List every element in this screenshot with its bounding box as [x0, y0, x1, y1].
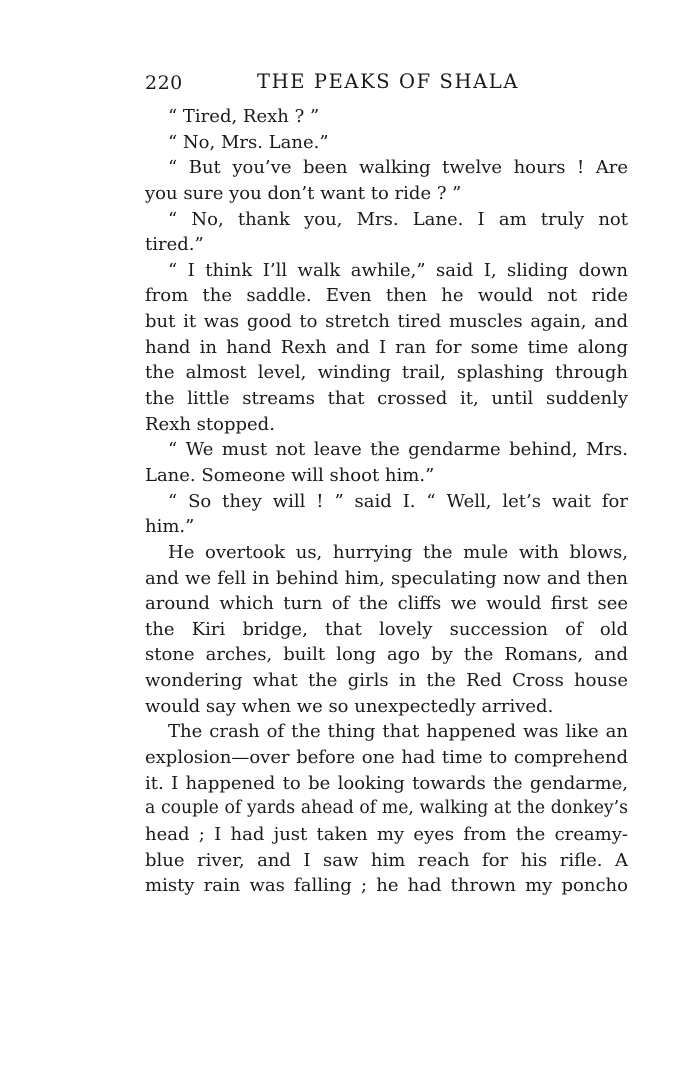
- page-number: 220: [145, 72, 183, 94]
- text-line: blue river, and I saw him reach for his rifle. A: [145, 849, 628, 871]
- text-line: you sure you don’t want to ride ? ”: [145, 182, 462, 204]
- text-line: “ But you’ve been walking twelve hours ! Are: [168, 157, 628, 179]
- text-line: He overtook us, hurrying the mule with blows,: [168, 541, 628, 563]
- text-line: “ Tired, Rexh ? ”: [168, 106, 320, 127]
- text-line: “ We must not leave the gendarme behind, Mrs.: [168, 439, 628, 461]
- running-head: [145, 68, 628, 100]
- text-line: it. I happened to be looking towards the gendarme,: [145, 772, 628, 794]
- text-line: wondering what the girls in the Red Cross house: [145, 670, 628, 692]
- text-line: The crash of the thing that happened was like an: [168, 721, 628, 743]
- text-line: but it was good to stretch tired muscles again, and: [145, 311, 628, 333]
- text-line: and we fell in behind him, speculating now and then: [145, 567, 628, 589]
- text-line: tired.”: [145, 234, 204, 256]
- text-line: stone arches, built long ago by the Romans, and: [145, 644, 628, 666]
- body-text: [145, 104, 628, 899]
- text-line: “ No, Mrs. Lane.”: [168, 131, 329, 153]
- text-line: would say when we so unexpectedly arrived.: [145, 695, 554, 717]
- text-line: the little streams that crossed it, until suddenly: [145, 388, 628, 410]
- text-line: “ So they will ! ” said I. “ Well, let’s wait for: [168, 490, 628, 512]
- text-line: around which turn of the cliffs we would first see: [145, 593, 628, 615]
- text-line: “ I think I’ll walk awhile,” said I, sliding down: [168, 259, 628, 281]
- text-line: a couple of yards ahead of me, walking at the donkey’s: [145, 798, 628, 819]
- text-line: explosion—over before one had time to comprehend: [145, 747, 628, 769]
- text-line: him.”: [145, 516, 195, 538]
- text-line: the Kiri bridge, that lovely succession of old: [145, 618, 628, 640]
- text-line: hand in hand Rexh and I ran for some time along: [145, 336, 628, 358]
- text-line: the almost level, winding trail, splashing through: [145, 362, 628, 384]
- book-title: THE PEAKS OF SHALA: [257, 70, 520, 93]
- text-line: from the saddle. Even then he would not ride: [145, 285, 628, 307]
- text-line: Lane. Someone will shoot him.”: [145, 464, 435, 486]
- text-line: head ; I had just taken my eyes from the creamy-: [145, 823, 628, 845]
- text-line: Rexh stopped.: [145, 413, 275, 435]
- text-line: misty rain was falling ; he had thrown my poncho: [145, 875, 628, 897]
- text-line: “ No, thank you, Mrs. Lane. I am truly not: [168, 208, 628, 230]
